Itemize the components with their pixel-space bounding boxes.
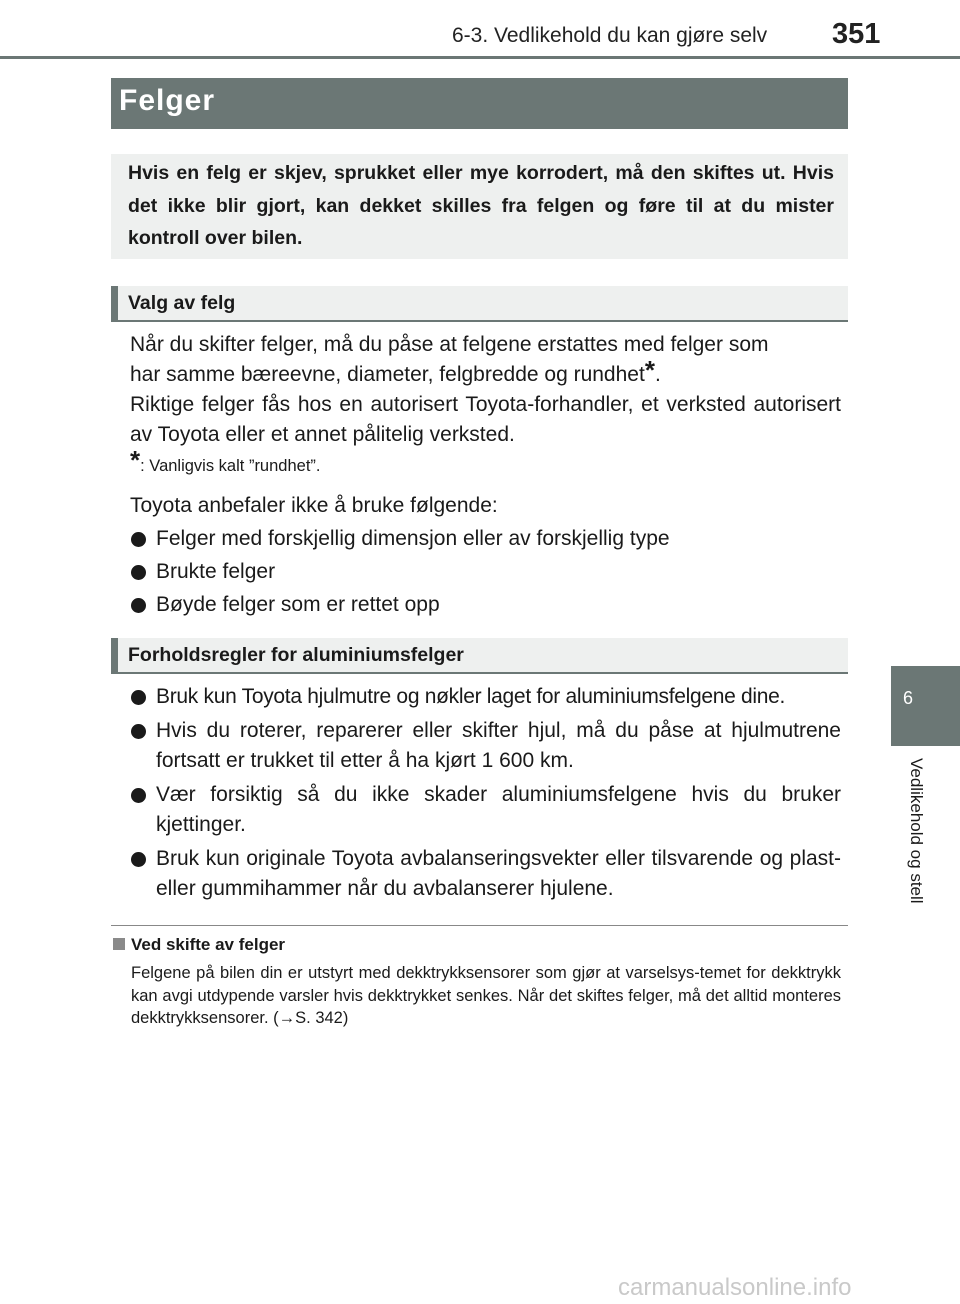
chapter-tab[interactable] (891, 666, 960, 746)
list-item-text: Bøyde felger som er rettet opp (156, 593, 440, 616)
note-body-text: Felgene på bilen din er utstyrt med dekktrykksensorer som gjør at varselsys-temet for dekktrykk kan avgi utdypende varsler hvis dekktrykket senkes. Når det skiftes felger, må det alltid monteres dekktrykksensorer. (131, 964, 841, 1027)
aluminium-precautions-list (130, 682, 841, 904)
list-item-text: Felger med forskjellig dimensjon eller av forskjellig type (156, 527, 670, 550)
bullet-icon (131, 690, 146, 705)
arrow-right-icon: → (278, 1009, 296, 1027)
note-body (131, 962, 841, 1030)
bullet-icon (131, 852, 146, 867)
bullet-icon (131, 788, 146, 803)
list-item-text: Brukte felger (156, 560, 276, 583)
bullet-icon (131, 724, 146, 739)
reference-page: S. 342) (295, 1009, 349, 1027)
reference-open: ( (273, 1009, 279, 1027)
paragraph-text: Når du skifter felger, må du påse at felgene erstattes med felger som (130, 333, 769, 356)
page-reference[interactable] (273, 1009, 348, 1027)
page-title: Felger (119, 84, 216, 117)
paragraph-text: . (654, 363, 661, 386)
wheel-choice-paragraph (130, 330, 841, 450)
recommendation-lead: Toyota anbefaler ikke å bruke følgende: (130, 494, 498, 517)
list-item (130, 557, 841, 587)
section-heading-wheel-choice (111, 286, 848, 322)
list-item-text: Hvis du roterer, reparerer eller skifter hjul, må du påse at hjulmutrene fortsatt er trukket til etter å ha kjørt 1 600 km. (156, 719, 841, 772)
bullet-icon (131, 532, 146, 547)
paragraph-text: Riktige felger fås hos en autorisert Toyota-forhandler, et verksted autorisert av Toyota eller et annet pålitelig verksted. (130, 393, 841, 446)
bullet-icon (131, 565, 146, 580)
section-heading-label: Valg av felg (128, 292, 236, 314)
page-number: 351 (832, 18, 881, 50)
watermark: carmanualsonline.info (618, 1274, 852, 1301)
list-item-text: Bruk kun Toyota hjulmutre og nøkler laget for aluminiumsfelgene dine. (156, 685, 786, 708)
list-item (130, 716, 841, 776)
list-item (130, 524, 841, 554)
chapter-label: Vedlikehold og stell (907, 758, 926, 904)
square-bullet-icon (113, 938, 125, 950)
list-item (130, 844, 841, 904)
running-header-section: 6-3. Vedlikehold du kan gjøre selv (452, 24, 768, 47)
chapter-number: 6 (903, 688, 914, 708)
header-divider (0, 56, 960, 59)
section-heading-label: Forholdsregler for aluminiumsfelger (128, 644, 464, 666)
paragraph-text: har samme bæreevne, diameter, felgbredde og rundhet (130, 363, 645, 386)
asterisk-mark: * (644, 355, 655, 385)
list-item (130, 682, 841, 712)
footnote-text: : Vanligvis kalt ”rundhet”. (140, 457, 321, 475)
section-heading-aluminium (111, 638, 848, 674)
note-heading (113, 935, 285, 955)
note-divider (111, 925, 848, 926)
list-item (130, 590, 841, 620)
intro-warning-box: Hvis en felg er skjev, sprukket eller mye korrodert, må den skiftes ut. Hvis det ikke blir gjort, kan dekket skilles fra felgen og føre til at du mister kontroll over bilen. (111, 154, 848, 259)
list-item-text: Vær forsiktig så du ikke skader aluminiumsfelgene hvis du bruker kjettinger. (156, 783, 841, 836)
list-item (130, 780, 841, 840)
not-recommended-list (130, 524, 841, 620)
note-heading-text: Ved skifte av felger (131, 935, 286, 954)
list-item-text: Bruk kun originale Toyota avbalanseringsvekter eller tilsvarende og plast- eller gummihammer når du avbalanserer hjulene. (156, 847, 841, 900)
footnote (130, 445, 841, 477)
bullet-icon (131, 598, 146, 613)
asterisk-mark: * (130, 445, 141, 475)
page-title-bar (111, 78, 848, 129)
